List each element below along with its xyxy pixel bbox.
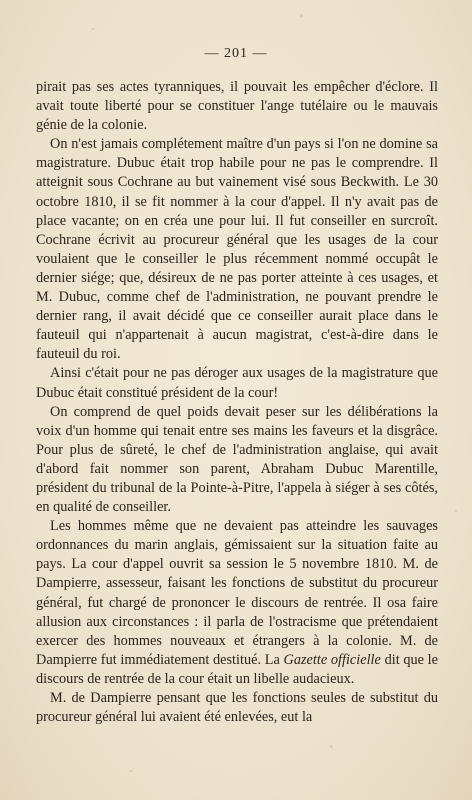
paper-foxing-spot: [92, 28, 94, 30]
paragraph-dampierre: [36, 517, 438, 689]
paragraph-continued: pirait pas ses actes tyranniques, il pouvait les empêcher d'éclore. Il avait toute liberté pour se constituer l'ange tutélaire ou le mauvais génie de la colonie.: [36, 79, 438, 134]
paper-foxing-spot: [130, 770, 132, 772]
paragraph-dampierre-rest: dit que le discours de rentrée de la cour était un libelle audacieux.: [36, 651, 439, 687]
paragraph-dampierre-text: Les hommes même que ne devaient pas atteindre les sauvages ordonnances du marin anglais, gémissaient sur la situation faite au pays. La cour d'appel ouvrit sa session le 5 novembre 1810. M. de Dampierre, assesseur, faisant les fonctions de substitut du procureur général, fut chargé de prononcer le discours de rentrée. Il osa faire allusion aux circonstances : il parla de l'ostracisme que prétendaient exercer des hommes nouveaux et étrangers à la colonie. M. de Dampierre fut immédiatement destitué. La: [36, 518, 438, 668]
paragraph-substitut: M. de Dampierre pensant que les fonctions seules de substitut du procureur général lui avaient été enlevées, eut la: [36, 690, 438, 726]
gazette-title: Gazette officielle: [283, 651, 381, 668]
paper-foxing-spot: [300, 14, 303, 17]
page-number: — 201 —: [204, 46, 268, 61]
paragraph-president: Ainsi c'était pour ne pas déroger aux usages de la magistrature que Dubuc était constitué président de la cour!: [36, 365, 438, 401]
paper-foxing-spot: [330, 745, 333, 748]
body-text: [36, 78, 438, 727]
paragraph-deliberations: On comprend de quel poids devait peser sur les délibérations la voix d'un homme qui tenait entre ses mains les faveurs et la disgrâce. Pour plus de sûreté, le chef de l'administration anglaise, qui avait d'abord fait nommer son parent, Abraham Dubuc Marentille, président du tribunal de la Pointe-à-Pitre, l'appela à siéger à ses côtés, en qualité de conseiller.: [36, 403, 438, 516]
paper-foxing-spot: [455, 510, 457, 512]
paragraph-magistrature: On n'est jamais complétement maître d'un pays si l'on ne domine sa magistrature. Dubuc était trop habile pour ne pas le comprendre. Il atteignit sous Cochrane au but vainement visé sous Beckwith. Le 30 octobre 1810, il se fit nommer à la cour d'appel. Il n'y avait pas de place vacante; on en créa une pour lui. Il fut conseiller en surcroît. Cochrane écrivit au procureur général que les usages de la cour voulaient que le conseiller le plus récemment nommé occupât le dernier siége; que, désireux de ne pas porter atteinte à ces usages, et M. Dubuc, comme chef de l'administration, ne pouvant prendre le dernier rang, il avait décidé que ce conseiller aurait place dans le fauteuil qui n'appartenait à aucun magistrat, c'est-à-dire dans le fauteuil du roi.: [36, 136, 438, 363]
